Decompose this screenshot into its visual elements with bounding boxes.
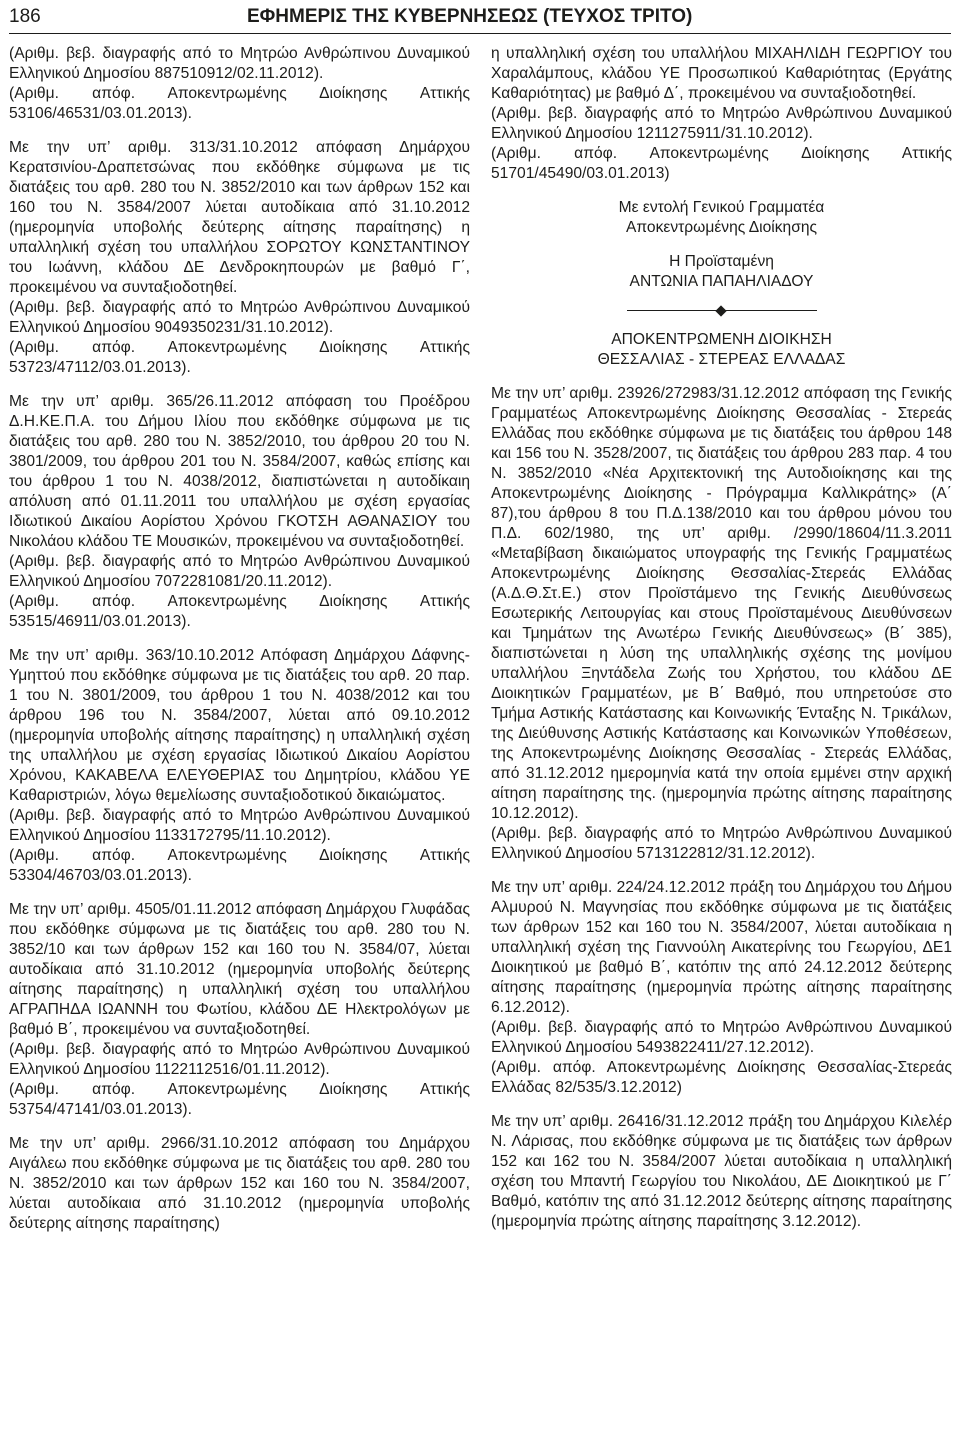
paragraph: Με την υπ’ αριθμ. 23926/272983/31.12.2012 απόφαση της Γενικής Γραμματέως Αποκεντρωμένης Διοίκησης Θεσσαλίας - Στερεάς Ελλάδας που εκδόθηκε σύμφωνα με τις διατάξεις του άρθρου 148 και 156 του Ν. 3528/2007, τις διατάξεις του άρθρου 283 παρ. 4 του Ν. 3852/2010 «Νέα Αρχιτεκτονική της Αυτοδιοίκησης και της Αποκεντρωμένης Διοίκησης - Πρόγραμμα Καλλικράτης» (Α΄ 87),του άρθρου 8 του Π.Δ.138/2010 και του άρθρου μόνου του Π.Δ. 602/1980, της υπ’ αριθμ. /2990/18604/11.3.2011 «Μεταβίβαση δικαιώματος υπογραφής της Γενικής Γραμματέως Αποκεντρωμένης Διοίκησης Θεσσαλίας-Στερεάς Ελλάδας (Α.Δ.Θ.Στ.Ε.) στον Προϊστάμενο της Γενικής Διευθύνσεως Εσωτερικής Λειτουργίας και στους Προϊσταμένους Διευθύνσεων και Τμημάτων της Ανωτέρω Γενικής Διευθύνσεως» (Β΄ 385), διαπιστώνεται η λύση της υπαλληλικής σχέσης της μονίμου υπαλλήλου Ξηντάδελα Ζωής του Χρήστου, του κλάδου ΔΕ Διοικητικών Γραμματέων, με Β΄ Βαθμό, που υπηρετούσε στο Τμήμα Αστικής Κατάστασης και Κοινωνικής Ένταξης Ν. Τρικάλων, της Διεύθυνσης Αστικής Κατάστασης και Κοινωνικών Υποθέσεων, της Αποκεντρωμένης Διοίκησης Θεσσαλίας - Στερεάς Ελλάδας, από 31.12.2012 ημερομηνία κατά την οποία εμμένει στην αρχική αίτηση παραίτησης της. (ημερομηνία πρώτης αίτησης παραίτησης 10.12.2012). (491, 385, 952, 822)
header-rule (9, 33, 951, 34)
paragraph: (Αριθμ. βεβ. διαγραφής από το Μητρώο Ανθρώπινου Δυναμικού Ελληνικού Δημοσίου 1122112516/01.11.2012). (9, 1041, 470, 1078)
paragraph: Με την υπ’ αριθμ. 2966/31.10.2012 απόφαση του Δημάρχου Αιγάλεω που εκδόθηκε σύμφωνα με τις διατάξεις του αρθ. 280 του Ν. 3852/2010 και των άρθρων 152 και 160 του Ν. 3584/2007, λύεται αυτοδίκαια από 31.10.2012 (ημερομηνία υποβολής δεύτερης αίτησης παραίτησης) (9, 1135, 470, 1232)
paragraph: Με την υπ’ αριθμ. 363/10.10.2012 Απόφαση Δημάρχου Δάφνης-Υμηττού που εκδόθηκε σύμφωνα με τις διατάξεις του αρθ. 20 παρ. 1 του Ν. 3801/2009, του άρθρου 1 του Ν. 4038/2012 και του άρθρου 196 του Ν. 3584/2007, λύεται από 09.10.2012 (ημερομηνία υποβολής αίτησης παραίτησης) η υπαλληλική σχέση της υπαλλήλου με σχέση εργασίας Ιδιωτικού Δικαίου Αορίστου Χρόνου, ΚΑΚΑΒΕΛΑ ΕΛΕΥΘΕΡΙΑΣ του Δημητρίου, κλάδου ΥΕ Καθαριστριών, λόγω θεμελίωσης συνταξιοδοτικού δικαιώματος. (9, 647, 470, 804)
paragraph: (Αριθμ. βεβ. διαγραφής από το Μητρώο Ανθρώπινου Δυναμικού Ελληνικού Δημοσίου 1133172795/11.10.2012). (9, 807, 470, 844)
paragraph: η υπαλληλική σχέση του υπαλλήλου ΜΙΧΑΗΛΙΔΗ ΓΕΩΡΓΙΟΥ του Χαραλάμπους, κλάδου ΥΕ Προσωπικού Καθαριότητας (Εργάτης Καθαριότητας) με βαθμό Δ΄, προκειμένου να συνταξιοδοτηθεί. (491, 45, 952, 102)
paragraph: (Αριθμ. απόφ. Αποκεντρωμένης Διοίκησης Αττικής 53723/47112/03.01.2013). (9, 339, 470, 376)
paragraph: Με την υπ’ αριθμ. 365/26.11.2012 απόφαση του Προέδρου Δ.Η.ΚΕ.Π.Α. του Δήμου Ιλίου που εκδόθηκε σύμφωνα με τις διατάξεις του αρθ. 280 του Ν. 3852/2010, του άρθρου 20 του Ν. 3801/2009, του άρθρου 201 του Ν. 3584/2007, καθώς επίσης και του άρθρου 1 του Ν. 4038/2012, διαπιστώνεται η αυτοδίκαιη απόλυση από 01.11.2011 του υπαλλήλου με σχέση εργασίας Ιδιωτικού Δικαίου Αορίστου Χρόνου ΓΚΟΤΣΗ ΑΘΑΝΑΣΙΟΥ του Νικολάου κλάδου ΤΕ Μουσικών, προκειμένου να συνταξιοδοτηθεί. (9, 393, 470, 550)
paragraph: (Αριθμ. βεβ. διαγραφής από το Μητρώο Ανθρώπινου Δυναμικού Ελληνικού Δημοσίου 5713122812/31.12.2012). (491, 825, 952, 862)
centered-line: Η Προϊσταμένη (669, 253, 774, 270)
journal-title: ΕΦΗΜΕΡΙΣ ΤΗΣ ΚΥΒΕΡΝΗΣΕΩΣ (ΤΕΥΧΟΣ ΤΡΙΤΟ) (247, 6, 693, 27)
centered-line: ΘΕΣΣΑΛΙΑΣ - ΣΤΕΡΕΑΣ ΕΛΛΑΔΑΣ (597, 351, 846, 368)
section-divider (627, 306, 817, 316)
paragraph: (Αριθμ. βεβ. διαγραφής από το Μητρώο Ανθρώπινου Δυναμικού Ελληνικού Δημοσίου 1211275911/31.10.2012). (491, 105, 952, 142)
page-header (9, 6, 951, 34)
paragraph: (Αριθμ. βεβ. διαγραφής από το Μητρώο Ανθρώπινου Δυναμικού Ελληνικού Δημοσίου 7072281081/20.11.2012). (9, 553, 470, 590)
paragraph: Με την υπ’ αριθμ. 224/24.12.2012 πράξη του Δημάρχου του Δήμου Αλμυρού Ν. Μαγνησίας που εκδόθηκε σύμφωνα με τις διατάξεις των άρθρων 152 και 160 του Ν. 3584/2007, λύεται αυτοδίκαια η υπαλληλική σχέση της Γιαννούλη Αικατερίνης του Γεωργίου, ΔΕ1 Διοικητικού με βαθμό Β΄, κατόπιν της από 24.12.2012 δεύτερης αίτησης παραίτησης (ημερομηνία πρώτης αίτησης παραίτησης 6.12.2012). (491, 879, 952, 1016)
paragraph: Με την υπ’ αριθμ. 4505/01.11.2012 απόφαση Δημάρχου Γλυφάδας που εκδόθηκε σύμφωνα με τις διατάξεις του αρθ. 280 του Ν. 3852/10 και των άρθρων 152 και 160 του Ν. 3584/07, λύεται αυτοδίκαια από 31.10.2012 (ημερομηνία υποβολής δεύτερης αίτησης παραίτησης) η υπαλληλική σχέση του υπαλλήλου ΑΓΡΑΠΗΔΑ ΙΩΑΝΝΗ του Φωτίου, κλάδου ΔΕ Ηλεκτρολόγων με βαθμό Β΄, προκειμένου να συνταξιοδοτηθεί. (9, 901, 470, 1038)
centered-line: ΑΠΟΚΕΝΤΡΩΜΕΝΗ ΔΙΟΙΚΗΣΗ (611, 331, 832, 348)
paragraph: Με την υπ’ αριθμ. 26416/31.12.2012 πράξη του Δημάρχου Κιλελέρ Ν. Λάρισας, που εκδόθηκε σύμφωνα με τις διατάξεις των άρθρων 152 και 162 του Ν. 3584/2007 λύεται αυτοδίκαια η υπαλληλική σχέση του Μπαντή Γεωργίου του Νικολάου, ΔΕ Διοικητικού με Γ΄ Βαθμό, κατόπιν της από 31.12.2012 δεύτερης αίτησης παραίτησης (ημερομηνία πρώτης αίτησης παραίτησης 3.12.2012). (491, 1113, 952, 1230)
paragraph: (Αριθμ. απόφ. Αποκεντρωμένης Διοίκησης Αττικής 53304/46703/03.01.2013). (9, 847, 470, 884)
paragraph: (Αριθμ. απόφ. Αποκεντρωμένης Διοίκησης Αττικής 53106/46531/03.01.2013). (9, 85, 470, 122)
centered-line: Με εντολή Γενικού Γραμματέα (618, 199, 825, 216)
paragraph: (Αριθμ. απόφ. Αποκεντρωμένης Διοίκησης Αττικής 53515/46911/03.01.2013). (9, 593, 470, 630)
paragraph: (Αριθμ. απόφ. Αποκεντρωμένης Διοίκησης Αττικής 53754/47141/03.01.2013). (9, 1081, 470, 1118)
centered-line: ΑΝΤΩΝΙΑ ΠΑΠΑΗΛΙΑΔΟΥ (629, 273, 814, 290)
paragraph: (Αριθμ. βεβ. διαγραφής από το Μητρώο Ανθρώπινου Δυναμικού Ελληνικού Δημοσίου 5493822411/27.12.2012). (491, 1019, 952, 1056)
paragraph: (Αριθμ. βεβ. διαγραφής από το Μητρώο Ανθρώπινου Δυναμικού Ελληνικού Δημοσίου 887510912/02.11.2012). (9, 45, 470, 82)
centered-line: Αποκεντρωμένης Διοίκησης (625, 219, 818, 236)
right-column (491, 44, 952, 1428)
paragraph: Με την υπ’ αριθμ. 313/31.10.2012 απόφαση Δημάρχου Κερατσινίου-Δραπετσώνας που εκδόθηκε σύμφωνα με τις διατάξεις του αρθ. 280 του Ν. 3852/2010 και των άρθρων 152 και 160 του Ν. 3584/2007 λύεται αυτοδίκαια από 31.10.2012 (ημερομηνία υποβολής δεύτερης αίτησης παραίτησης) η υπαλληλική σχέση του υπαλλήλου ΣΟΡΩΤΟΥ ΚΩΝΣΤΑΝΤΙΝΟΥ του Ιωάννη, κλάδου ΔΕ Δενδροκηπουρών με βαθμό Γ΄, προκειμένου να συνταξιοδοτηθεί. (9, 139, 470, 296)
page-number: 186 (9, 6, 41, 27)
paragraph: (Αριθμ. απόφ. Αποκεντρωμένης Διοίκησης Αττικής 51701/45490/03.01.2013) (491, 145, 952, 182)
paragraph: (Αριθμ. απόφ. Αποκεντρωμένης Διοίκησης Θεσσαλίας-Στερεάς Ελλάδας 82/535/3.12.2012) (491, 1059, 952, 1096)
left-column (9, 44, 470, 1428)
paragraph: (Αριθμ. βεβ. διαγραφής από το Μητρώο Ανθρώπινου Δυναμικού Ελληνικού Δημοσίου 9049350231/31.10.2012). (9, 299, 470, 336)
diamond-icon (715, 305, 726, 316)
